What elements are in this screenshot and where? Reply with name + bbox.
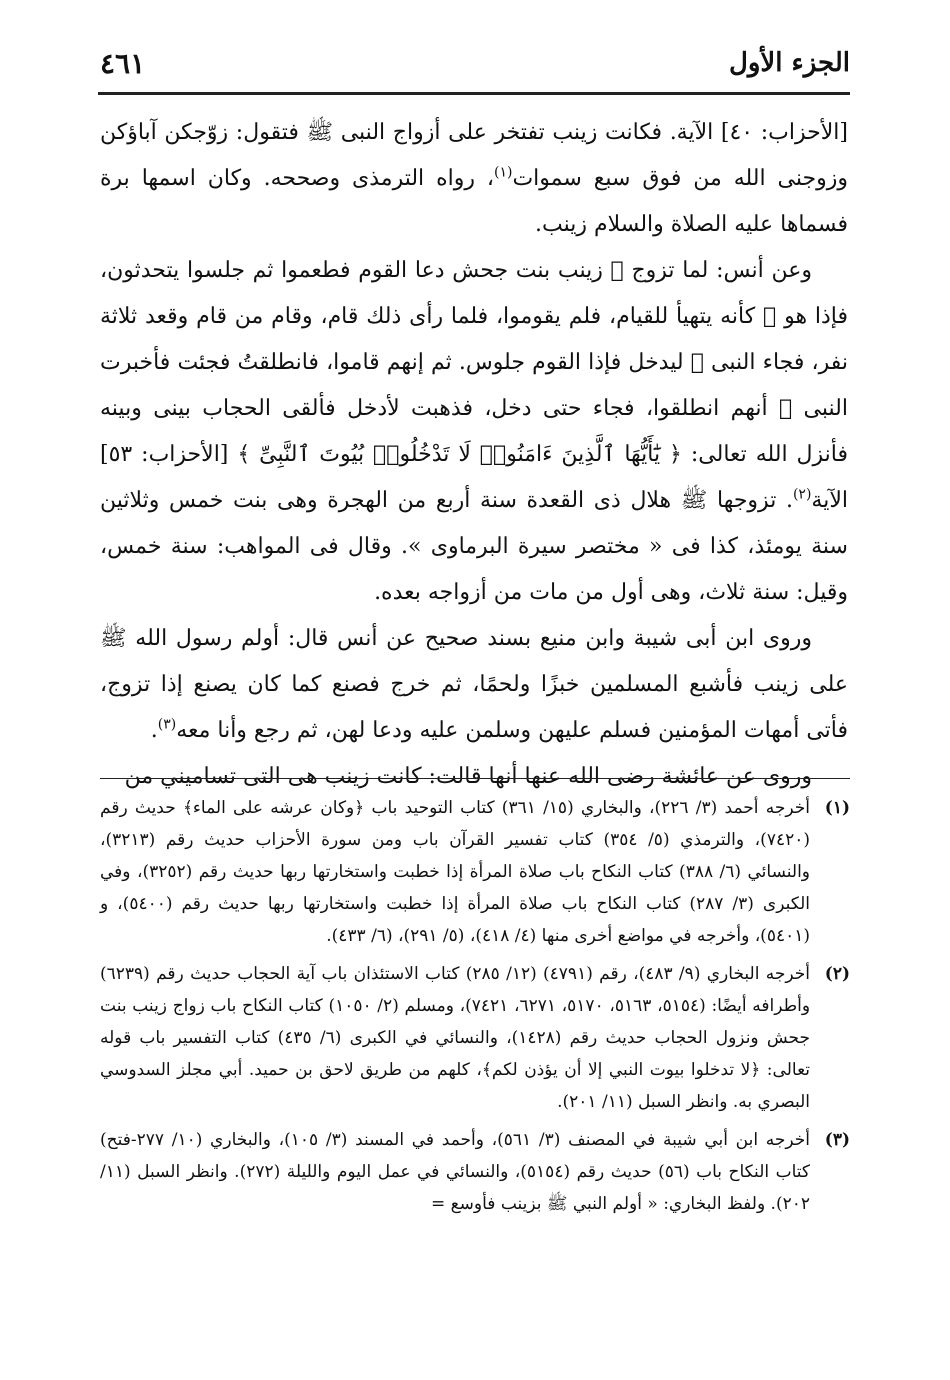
footnote <box>100 1124 850 1220</box>
footnote <box>100 958 850 1118</box>
footnote-rule <box>100 778 850 779</box>
footnote-number: (١) <box>824 798 850 818</box>
footnote <box>100 792 850 952</box>
paragraph: وروى عن عائشة رضى الله عنها أنها قالت: كانت زينب هى التى تساميني من <box>124 764 812 789</box>
main-text <box>100 110 848 800</box>
footnotes <box>100 792 850 1226</box>
paragraph: وعن أنس: لما تزوج ﷺ زينب بنت جحش دعا القوم فطعموا ثم جلسوا يتحدثون، فإذا هو ﷺ كأنه يتهيأ للقيام، فلم يقوموا، فلما رأى ذلك قام، وقام من قام وقعد ثلاثة نفر، فجاء النبى ﷺ ليدخل فإذا القوم جلوس. ثم إنهم قاموا، فانطلقتُ فجئت فأخبرت النبى ﷺ أنهم انطلقوا، فجاء حتى دخل، فذهبت لأدخل فألقى الحجاب بينى وبينه فأنزل الله تعالى: ﴿ يَٰٓأَيُّهَا ٱلَّذِينَ ءَامَنُوا۟ لَا تَدْخُلُوا۟ بُيُوتَ ٱلنَّبِىِّ ﴾ [الأحزاب: ٥٣] الآية$^{(٢)}$. تزوجها ﷺ هلال ذى القعدة سنة أربع من الهجرة وهى بنت خمس وثلاثين سنة يومئذ، كذا فى « مختصر سيرة البرماوى ». وقال فى المواهب: سنة خمس، وقيل: سنة ثلاث، وهى أول من مات من أزواجه بعده. <box>100 258 848 605</box>
page-header <box>100 38 850 88</box>
running-title: الجزء الأول <box>728 48 850 78</box>
footnote-number: (٢) <box>824 964 850 984</box>
footnote-text: أخرجه ابن أبي شيبة في المصنف (٣/ ٥٦١)، وأحمد في المسند (٣/ ١٠٥)، والبخاري (١٠/ ٢٧٧-فتح) كتاب النكاح باب (٥٦) حديث رقم (٥١٥٤)، والنسائي في عمل اليوم والليلة (٢٧٢). وانظر السبل (١١/ ٢٠٢). ولفظ البخاري: « أولم النبي ﷺ بزينب فأوسع = <box>100 1130 810 1214</box>
footnote-ref: (٣) <box>157 716 177 733</box>
footnote-text: أخرجه البخاري (٩/ ٤٨٣)، رقم (٤٧٩١) (١٢/ ٢٨٥) كتاب الاستئذان باب آية الحجاب حديث رقم (٦٢٣٩) وأطرافه أيضًا: (٥١٥٤، ٥١٦٣، ٥١٧٠، ٦٢٧١، ٧٤٢١)، ومسلم (٢/ ١٠٥٠) كتاب النكاح باب زواج زينب بنت جحش ونزول الحجاب حديث رقم (١٤٢٨)، والنسائي في الكبرى (٦/ ٤٣٥) كتاب التفسير باب قوله تعالى: ﴿لا تدخلوا بيوت النبي إلا أن يؤذن لكم﴾، كلهم من طريق لاحق بن حميد. أبي مجلز السدوسي البصري به. وانظر السبل (١١/ ٢٠١). <box>100 964 811 1112</box>
header-rule <box>98 92 850 95</box>
paragraph: وروى ابن أبى شيبة وابن منيع بسند صحيح عن أنس قال: أولم رسول الله ﷺ على زينب فأشبع المسلمين خبزًا ولحمًا، ثم خرج فصنع كما كان يصنع إذا تزوج، فأتى أمهات المؤمنين فسلم عليهن وسلمن عليه ودعا لهن، ثم رجع وأنا معه$^{(٣)}$. <box>100 626 848 743</box>
paragraph: [الأحزاب: ٤٠] الآية. فكانت زينب تفتخر على أزواج النبى ﷺ فتقول: زوّجكن آباؤكن وزوجنى الله من فوق سبع سموات$^{(١)}$، رواه الترمذى وصححه. وكان اسمها برة فسماها عليه الصلاة والسلام زينب. <box>100 120 848 237</box>
footnote-number: (٣) <box>824 1130 850 1150</box>
footnote-ref: (١) <box>493 164 513 181</box>
page-number: ٤٦١ <box>100 46 146 80</box>
footnote-ref: (٢) <box>792 486 812 503</box>
footnote-text: أخرجه أحمد (٣/ ٢٢٦)، والبخاري (١٥/ ٣٦١) كتاب التوحيد باب ﴿وكان عرشه على الماء﴾ حديث رقم (٧٤٢٠)، والترمذي (٥/ ٣٥٤) كتاب تفسير القرآن باب ومن سورة الأحزاب حديث رقم (٣٢١٣)، والنسائي (٦/ ٣٨٨) كتاب النكاح باب صلاة المرأة إذا خطبت واستخارتها ربها حديث رقم (٣٢٥٢)، وفي الكبرى (٣/ ٢٨٧) كتاب النكاح باب صلاة المرأة إذا خطبت واستخارتها ربها حديث رقم (٥٤٠٠)، و (٥٤٠١)، وأخرجه في مواضع أخرى منها (٤/ ٤١٨)، (٥/ ٢٩١)، (٦/ ٤٣٣). <box>100 798 811 946</box>
